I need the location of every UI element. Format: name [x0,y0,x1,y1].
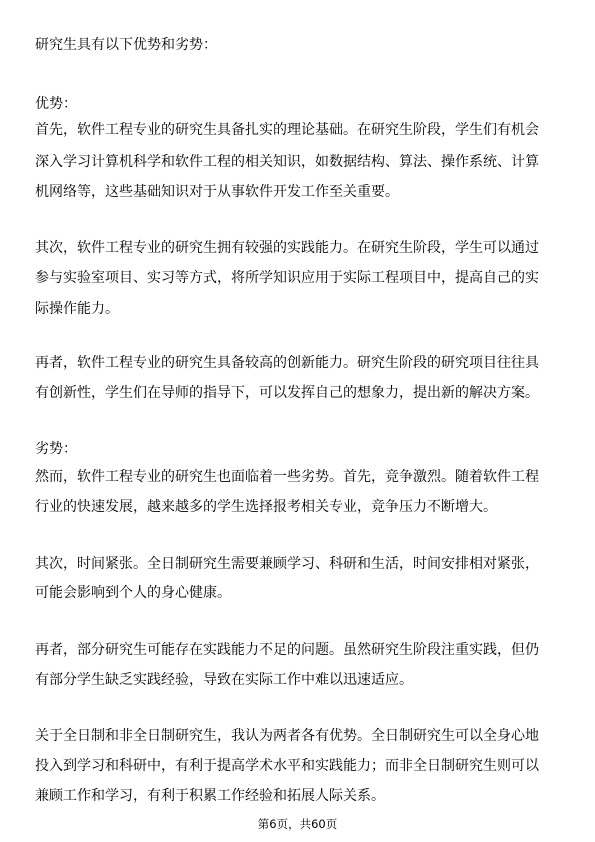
paragraph-line: 机网络等，这些基础知识对于从事软件开发工作至关重要。 [35,184,399,200]
paragraph-line: 然而，软件工程专业的研究生也面临着一些劣势。首先，竞争激烈。随着软件工程 [35,469,539,485]
advantages-heading: 优势： [35,96,77,112]
paragraph-line: 首先，软件工程专业的研究生具备扎实的理论基础。在研究生阶段，学生们有机会 [35,122,539,138]
paragraph-line: 参与实验室项目、实习等方式，将所学知识应用于实际工程项目中，提高自己的实 [35,270,539,286]
paragraph-line: 可能会影响到个人的身心健康。 [35,585,231,601]
intro-line: 研究生具有以下优势和劣势： [35,37,217,53]
page-number: 第6页，共60页 [257,817,338,831]
paragraph-line: 际操作能力。 [35,301,119,317]
paragraph-line: 关于全日制和非全日制研究生，我认为两者各有优势。全日制研究生可以全身心地 [35,728,539,744]
paragraph-line: 兼顾工作和学习，有利于积累工作经验和拓展人际关系。 [35,788,385,804]
paragraph-line: 有部分学生缺乏实践经验，导致在实际工作中难以迅速适应。 [35,672,413,688]
paragraph-line: 深入学习计算机科学和软件工程的相关知识，如数据结构、算法、操作系统、计算 [35,154,539,170]
disadvantages-heading: 劣势： [35,441,77,457]
paragraph-line: 再者，软件工程专业的研究生具备较高的创新能力。研究生阶段的研究项目往往具 [35,355,539,371]
paragraph-line: 其次，时间紧张。全日制研究生需要兼顾学习、科研和生活，时间安排相对紧张， [35,556,539,572]
paragraph-line: 其次，软件工程专业的研究生拥有较强的实践能力。在研究生阶段，学生可以通过 [35,240,539,256]
paragraph-line: 有创新性，学生们在导师的指导下，可以发挥自己的想象力，提出新的解决方案。 [35,385,539,401]
paragraph-line: 行业的快速发展，越来越多的学生选择报考相关专业，竞争压力不断增大。 [35,499,497,515]
paragraph-line: 投入到学习和科研中，有利于提高学术水平和实践能力；而非全日制研究生则可以 [35,758,539,774]
paragraph-line: 再者，部分研究生可能存在实践能力不足的问题。虽然研究生阶段注重实践，但仍 [35,642,539,658]
